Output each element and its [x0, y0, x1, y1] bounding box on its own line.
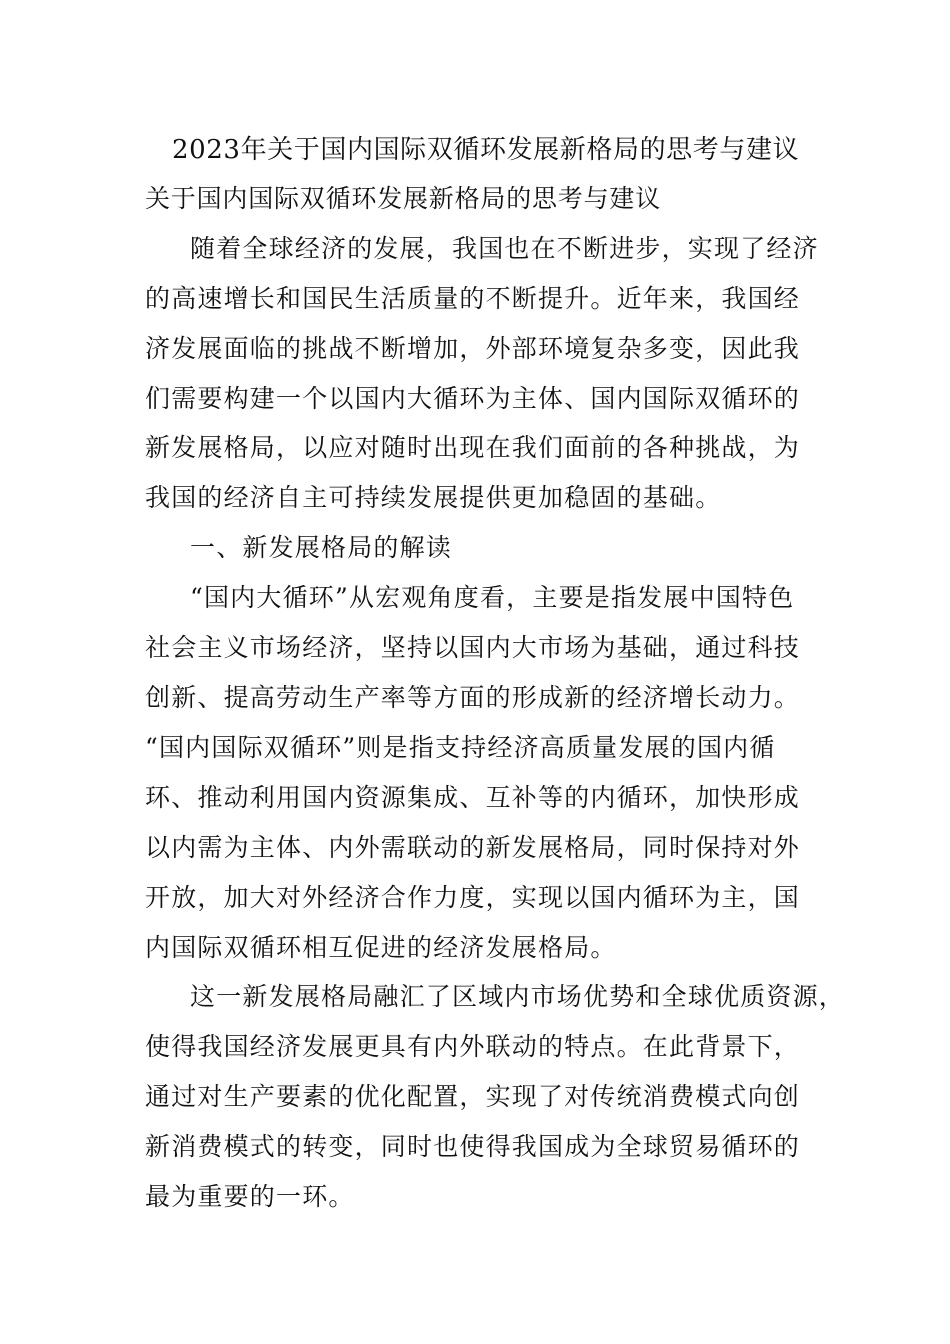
- paragraph-1-line-6: 我国的经济自主可持续发展提供更加稳固的基础。: [145, 483, 722, 512]
- paragraph-2-line-1: “国内大循环”从宏观角度看，主要是指发展中国特色: [190, 583, 795, 612]
- paragraph-2-line-3: 创新、提高劳动生产率等方面的形成新的经济增长动力。: [145, 683, 801, 712]
- paragraph-2-line-5: 环、推动利用国内资源集成、互补等的内循环，加快形成: [145, 783, 801, 812]
- paragraph-2-line-2: 社会主义市场经济，坚持以国内大市场为基础，通过科技: [145, 633, 801, 662]
- paragraph-2-line-6: 以内需为主体、内外需联动的新发展格局，同时保持对外: [145, 833, 801, 862]
- paragraph-3-line-4: 新消费模式的转变，同时也使得我国成为全球贸易循环的: [145, 1132, 801, 1161]
- paragraph-1-line-4: 们需要构建一个以国内大循环为主体、国内国际双循环的: [145, 384, 801, 413]
- paragraph-1-line-5: 新发展格局，以应对随时出现在我们面前的各种挑战，为: [145, 433, 801, 462]
- paragraph-3-line-1: 这一新发展格局融汇了区域内市场优势和全球优质资源，: [190, 982, 846, 1011]
- paragraph-1-line-3: 济发展面临的挑战不断增加，外部环境复杂多变，因此我: [145, 334, 801, 363]
- document-subtitle: 关于国内国际双循环发展新格局的思考与建议: [145, 184, 662, 213]
- paragraph-3-line-2: 使得我国经济发展更具有内外联动的特点。在此背景下，: [145, 1032, 801, 1061]
- paragraph-1-line-1: 随着全球经济的发展，我国也在不断进步，实现了经济: [190, 234, 819, 263]
- paragraph-2-line-7: 开放，加大对外经济合作力度，实现以国内循环为主，国: [145, 883, 801, 912]
- paragraph-2-line-8: 内国际双循环相互促进的经济发展格局。: [145, 933, 617, 962]
- section-heading: 一、新发展格局的解读: [190, 533, 453, 562]
- paragraph-3-line-5: 最为重要的一环。: [145, 1182, 355, 1211]
- paragraph-1-line-2: 的高速增长和国民生活质量的不断提升。近年来，我国经: [145, 284, 801, 313]
- paragraph-3-line-3: 通过对生产要素的优化配置，实现了对传统消费模式向创: [145, 1082, 801, 1111]
- paragraph-2-line-4: “国内国际双循环”则是指支持经济高质量发展的国内循: [145, 733, 776, 762]
- document-title: 2023年关于国内国际双循环发展新格局的思考与建议: [172, 135, 800, 165]
